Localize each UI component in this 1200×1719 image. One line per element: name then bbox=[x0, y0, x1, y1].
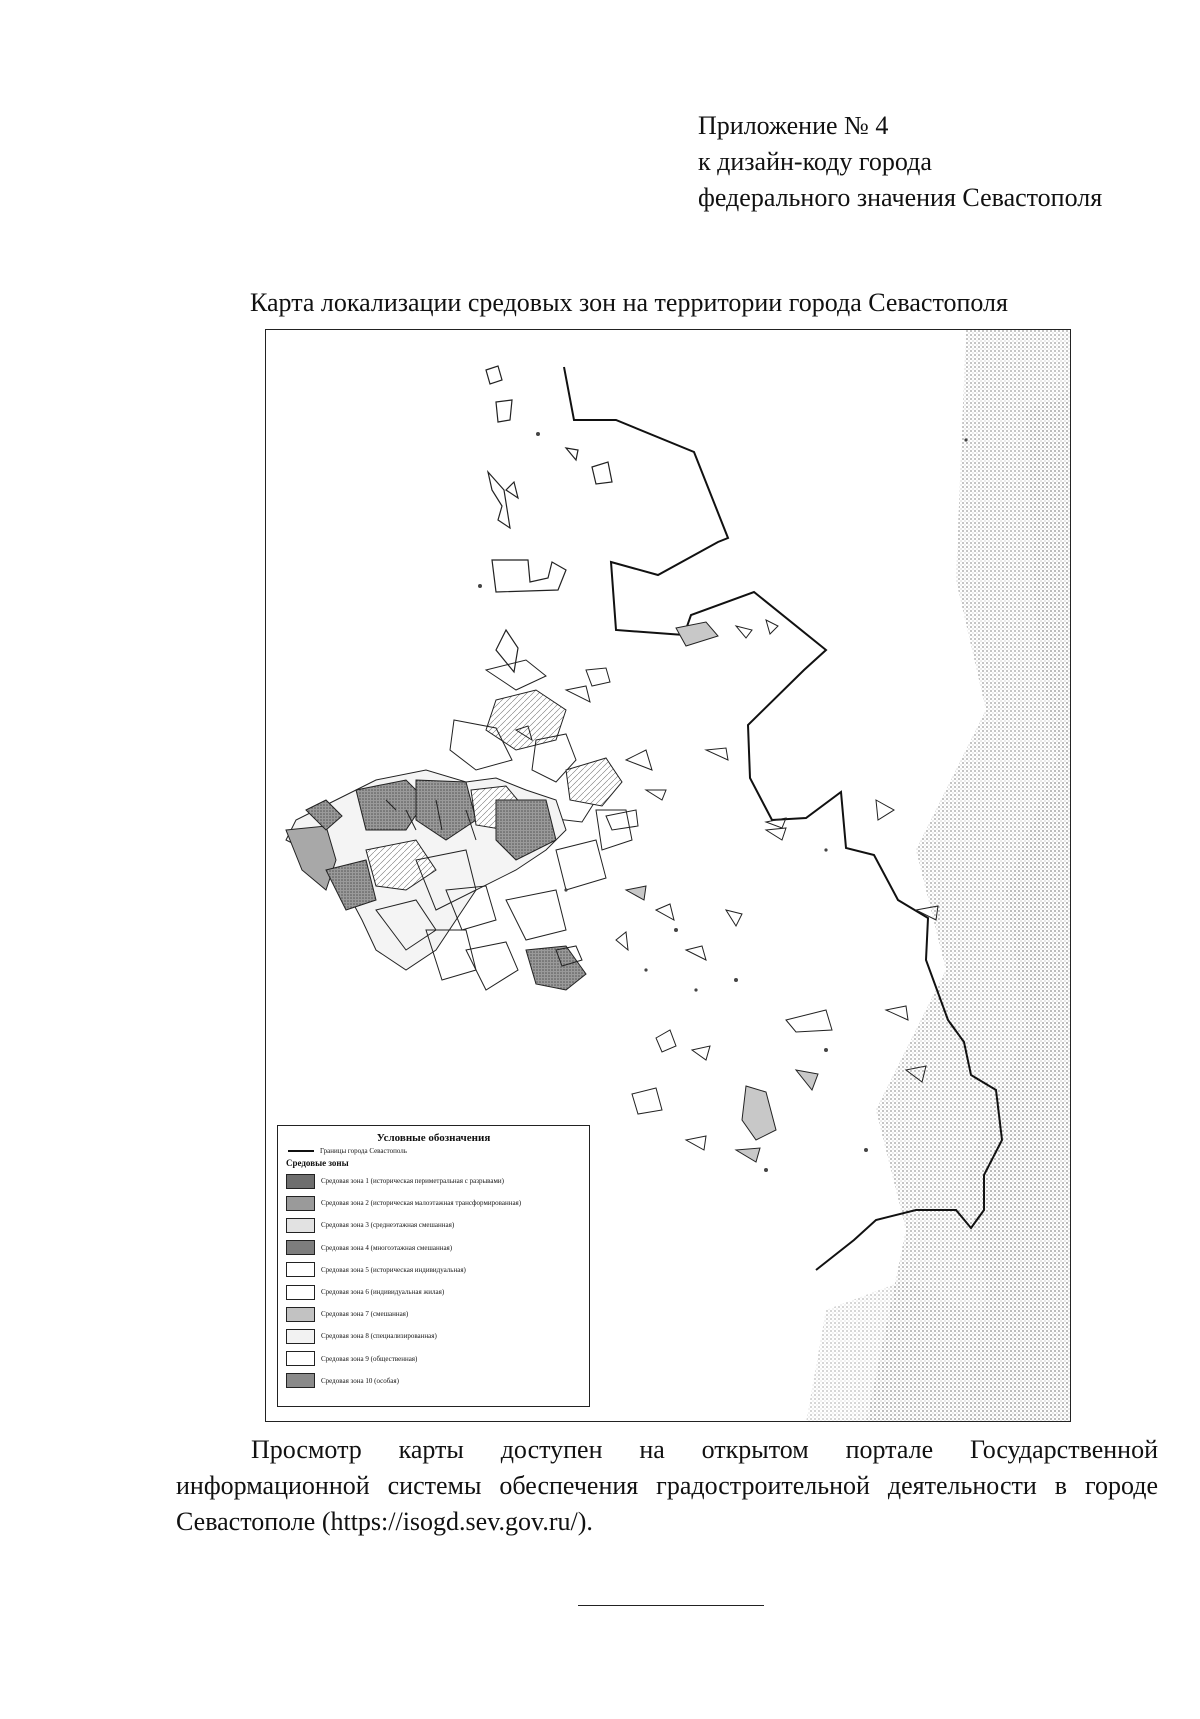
legend-item bbox=[286, 1370, 589, 1392]
legend-swatch bbox=[286, 1262, 315, 1277]
legend-border-label: Границы города Севастополь bbox=[320, 1147, 407, 1155]
map-figure bbox=[265, 329, 1071, 1422]
legend-section-label: Средовые зоны bbox=[286, 1158, 349, 1168]
legend-item-label: Средовая зона 5 (историческая индивидуальная) bbox=[321, 1265, 466, 1274]
legend-item-label: Средовая зона 2 (историческая малоэтажная трансформированная) bbox=[321, 1199, 522, 1208]
legend-item bbox=[286, 1325, 589, 1347]
border-line-symbol bbox=[288, 1150, 314, 1152]
legend-swatch bbox=[286, 1218, 315, 1233]
legend-swatch bbox=[286, 1307, 315, 1322]
legend-swatch bbox=[286, 1351, 315, 1366]
legend-item bbox=[286, 1259, 589, 1281]
legend-border-entry bbox=[288, 1147, 589, 1155]
annex-number: Приложение № 4 bbox=[698, 111, 889, 140]
legend-swatch bbox=[286, 1329, 315, 1344]
legend-item-label: Средовая зона 3 (среднеэтажная смешанная) bbox=[321, 1221, 455, 1230]
legend-swatch bbox=[286, 1373, 315, 1388]
legend-swatch bbox=[286, 1285, 315, 1300]
legend-item bbox=[286, 1170, 589, 1192]
legend-item bbox=[286, 1348, 589, 1370]
legend-item-label: Средовая зона 6 (индивидуальная жилая) bbox=[321, 1288, 445, 1297]
legend-swatch bbox=[286, 1240, 315, 1255]
legend-item-label: Средовая зона 10 (особая) bbox=[321, 1376, 399, 1385]
legend-title: Условные обозначения bbox=[376, 1132, 491, 1144]
legend-item bbox=[286, 1281, 589, 1303]
annex-header bbox=[698, 108, 1102, 216]
legend-item-label: Средовая зона 1 (историческая периметральная с разрывами) bbox=[321, 1177, 505, 1186]
legend-item-label: Средовая зона 8 (специализированная) bbox=[321, 1332, 437, 1341]
annex-city: федерального значения Севастополя bbox=[698, 183, 1103, 212]
legend-item bbox=[286, 1303, 589, 1325]
legend-item-label: Средовая зона 4 (многоэтажная смешанная) bbox=[321, 1243, 453, 1252]
map-title: Карта локализации средовых зон на территории города Севастополя bbox=[250, 288, 1008, 317]
legend-item-label: Средовая зона 9 (общественная) bbox=[321, 1354, 418, 1363]
legend-item bbox=[286, 1214, 589, 1236]
closing-rule bbox=[578, 1605, 764, 1606]
map-legend bbox=[277, 1125, 590, 1407]
legend-swatch bbox=[286, 1196, 315, 1211]
portal-note: Просмотр карты доступен на открытом портале Государственной информационной системы обеспечения градостроительной деятельности в городе Севастополе (https://isogd.sev.gov.ru/). bbox=[176, 1435, 1158, 1536]
legend-swatch bbox=[286, 1174, 315, 1189]
legend-item-label: Средовая зона 7 (смешанная) bbox=[321, 1310, 409, 1319]
legend-item bbox=[286, 1192, 589, 1214]
annex-subject: к дизайн-коду города bbox=[698, 147, 932, 176]
legend-item bbox=[286, 1237, 589, 1259]
